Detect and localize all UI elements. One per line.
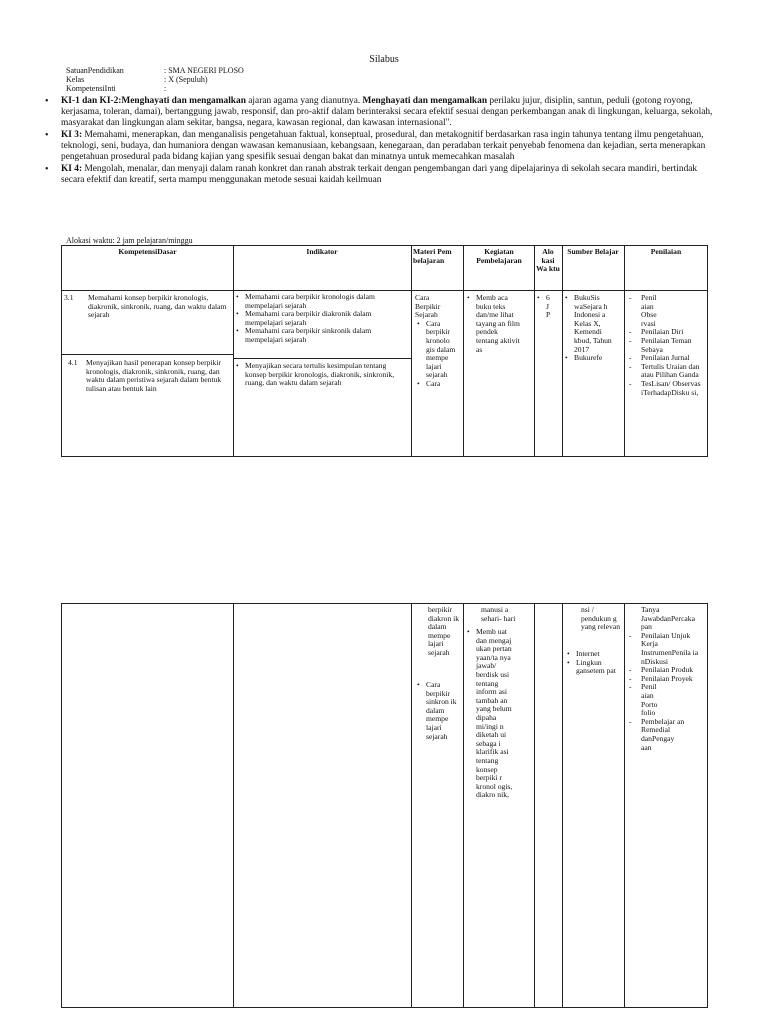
materi-item: • Cara berpikir kronolo gis dalam mempe lajari sejarah — [417, 320, 458, 380]
kegiatan-cell-cont — [481, 606, 533, 623]
ki-text: Memahami, menerapkan, dan menganalisis pengetahuan faktual, konseptual, prosedural, dan metakognitif berdasarkan rasa ingin tahunya tentang ilmu pengetahuan, teknologi, seni, budaya, dan humaniora dengan wawasan kemanusiaan, kebangsaan, kenegaraan, dan peradaban terkait penyebab fenomena dan kejadian, serta menerapkan pengetahuan prosedural pada bidang kajian yang spesifik sesuai dengan bakat dan minatnya untuk memecahkan masalah — [61, 130, 706, 162]
penilaian-item: Tanya JawabdanPercaka pan — [641, 605, 695, 632]
penilaian-item: - Penilaian Teman Sebaya — [628, 337, 701, 354]
syllabus-table-page-1 — [61, 245, 708, 457]
header-materi: Materi Pem belajaran — [413, 247, 452, 265]
sumber-cell-cont — [581, 606, 623, 632]
meta-value: : X (Sepuluh) — [164, 75, 208, 84]
time-allocation: Alokasi waktu: 2 jam pelajaran/minggu — [66, 236, 193, 245]
ki-item-4 — [45, 164, 715, 186]
penilaian-cell-cont — [628, 606, 708, 752]
indikator-item: • Memahami cara berpikir kronologis dalam mempelajari sejarah — [236, 293, 408, 310]
header-alokasi: Alo kasi Wa ktu — [536, 247, 560, 274]
meta-key: SatuanPendidikan — [66, 66, 124, 75]
header-indikator: Indikator — [306, 247, 338, 256]
ki-text: ajaran agama yang dianutnya. — [245, 96, 363, 106]
alokasi-cell — [537, 294, 561, 320]
penilaian-item: - Penilaian Unjuk Kerja InstrumenPenila ia nDiskusi — [628, 632, 707, 666]
ki-item-1-2 — [45, 96, 715, 129]
indikator-item: • Menyajikan secara tertulis kesimpulan tentang konsep berpikir kronologis, diakronik, sinkronik, ruang, dan waktu dalam sejarah — [236, 362, 408, 388]
penilaian-item: - Penil aian Porto folio — [628, 683, 667, 717]
sumber-item: • Lingkun gansetem pat — [567, 659, 616, 676]
ki-label-2: Menghayati dan mengamalkan — [362, 96, 488, 106]
meta-value: : SMA NEGERI PLOSO — [164, 66, 244, 75]
header-kegiatan: Kegiatan Pembelajaran — [476, 247, 522, 265]
sumber-item: • Internet — [567, 650, 623, 659]
bullet-icon: • — [45, 96, 49, 107]
indikator-group-a — [236, 293, 408, 345]
kegiatan-continued: manusi a sehari- hari — [481, 605, 516, 623]
materi-intro: Cara Berpikir Sejarah — [415, 293, 441, 320]
indikator-group-b — [236, 362, 408, 388]
indikator-item: • Memahami cara berpikir diakronik dalam mempelajari sejarah — [236, 310, 408, 327]
penilaian-item: - TesLisan/ Observas iTerhadapDisku si, — [628, 380, 701, 397]
identity-block — [66, 66, 244, 93]
header-penilaian: Penilaian — [650, 247, 682, 256]
kd-number: 3.1 — [64, 293, 74, 302]
materi-cell-cont — [428, 606, 462, 658]
kd-number: 4.1 — [68, 358, 78, 367]
kd-text: Menyajikan hasil penerapan konsep berpikir kronologis, diakronik, sinkronik, ruang, dan waktu dalam peristiwa sejarah dalam bentuk tulisan atau bentuk lain — [86, 358, 222, 393]
penilaian-item: - Penilaian Jurnal — [628, 354, 706, 363]
sumber-continued: nsi / pendukun g yang relevan — [581, 605, 621, 632]
sumber-list-cont — [567, 650, 623, 676]
document-title: Silabus — [369, 54, 399, 65]
penilaian-item: - Penilaian Produk — [628, 666, 708, 675]
meta-value: : — [164, 84, 167, 93]
materi-cell — [415, 294, 462, 389]
meta-row-kelas — [66, 75, 244, 84]
meta-key: Kelas — [66, 75, 85, 84]
core-competency-list — [45, 96, 715, 187]
penilaian-item: - Penilaian Diri — [628, 328, 706, 337]
header-kompetensi-dasar: KompetensiDasar — [118, 247, 177, 256]
ki-item-3 — [45, 130, 715, 163]
kd-4-1 — [68, 359, 229, 393]
penilaian-item: - Tertulis Uraian dan atau Pilihan Ganda — [628, 363, 703, 380]
meta-row-kompetensi-inti — [66, 84, 244, 93]
ki-label: KI 4: — [61, 164, 83, 174]
sumber-item: • BukuSis waSejara h Indonesi a Kelas X, Kemendi kbud, Tahun 2017 — [565, 294, 614, 354]
header-sumber: Sumber Belajar — [567, 247, 619, 256]
materi-item: • Cara berpikir sinkron ik dalam mempe lajari sejarah — [417, 681, 458, 741]
penilaian-item: - Penilaian Proyek — [628, 675, 708, 684]
kegiatan-list-cont — [467, 628, 533, 800]
alokasi-item: • 6 J P — [537, 294, 552, 320]
materi-continued: berpikir diakron ik dalam mempe lajari sejarah — [428, 605, 460, 657]
kegiatan-item: • Memb aca buku teks dan/me lihat tayang an film pendek tentang aktivit as — [467, 294, 520, 354]
ki-label: KI 3: — [61, 130, 83, 140]
materi-item: • Cara — [417, 380, 462, 389]
ki-text-2: perilaku jujur, disiplin, santun, peduli (gotong royong, kerjasama, toleran, damai), bertanggung jawab, responsif, dan pro-aktif dalam berinteraksi secara efektif sesuai dengan perkembangan anak di lingkungan, keluarga, sekolah, masyarakat dan lingkungan alam sekitar, bangsa, negara, kawasan regional, dan kawasan internasional". — [61, 96, 713, 128]
syllabus-table-page-2 — [61, 603, 708, 1008]
materi-list-cont — [417, 681, 463, 741]
kegiatan-item: • Memb uat dan mengaj ukan pertan yaan/ta nya jawab/ berdisk usi tentang inform asi tambah an yang belum dipaha mi/ingi n diketah ui sebaga i klarifik asi tentang konsep berpiki r kronol ogis, diakro nik, — [467, 628, 518, 800]
kd-3-1 — [64, 294, 229, 320]
kegiatan-cell — [467, 294, 531, 354]
bullet-icon: • — [45, 130, 49, 141]
sumber-item: • Bukurefe — [565, 354, 623, 363]
penilaian-item: - Penil aian Obse rvasi — [628, 294, 667, 328]
meta-key: KompetensiInti — [66, 84, 116, 93]
bullet-icon: • — [45, 164, 49, 175]
penilaian-item: - Pembelajar an Remedial danPengay aan — [628, 718, 685, 752]
sumber-cell — [565, 294, 623, 363]
kd-text: Memahami konsep berpikir kronologis, diakronik, sinkronik, ruang, dan waktu dalam sejarah — [88, 293, 227, 320]
indikator-item: • Memahami cara berpikir sinkronik dalam mempelajari sejarah — [236, 327, 408, 344]
penilaian-cell — [628, 294, 706, 397]
ki-text: Mengolah, menalar, dan menyaji dalam ranah konkret dan ranah abstrak terkait dengan pengembangan dari yang dipelajarinya di sekolah secara mandiri, bertindak secara efektif dan kreatif, serta mampu menggunakan metode sesuai kaidah keilmuan — [61, 164, 698, 185]
ki-label: KI-1 dan KI-2:Menghayati dan mengamalkan — [61, 96, 246, 106]
meta-row-satuan — [66, 66, 244, 75]
